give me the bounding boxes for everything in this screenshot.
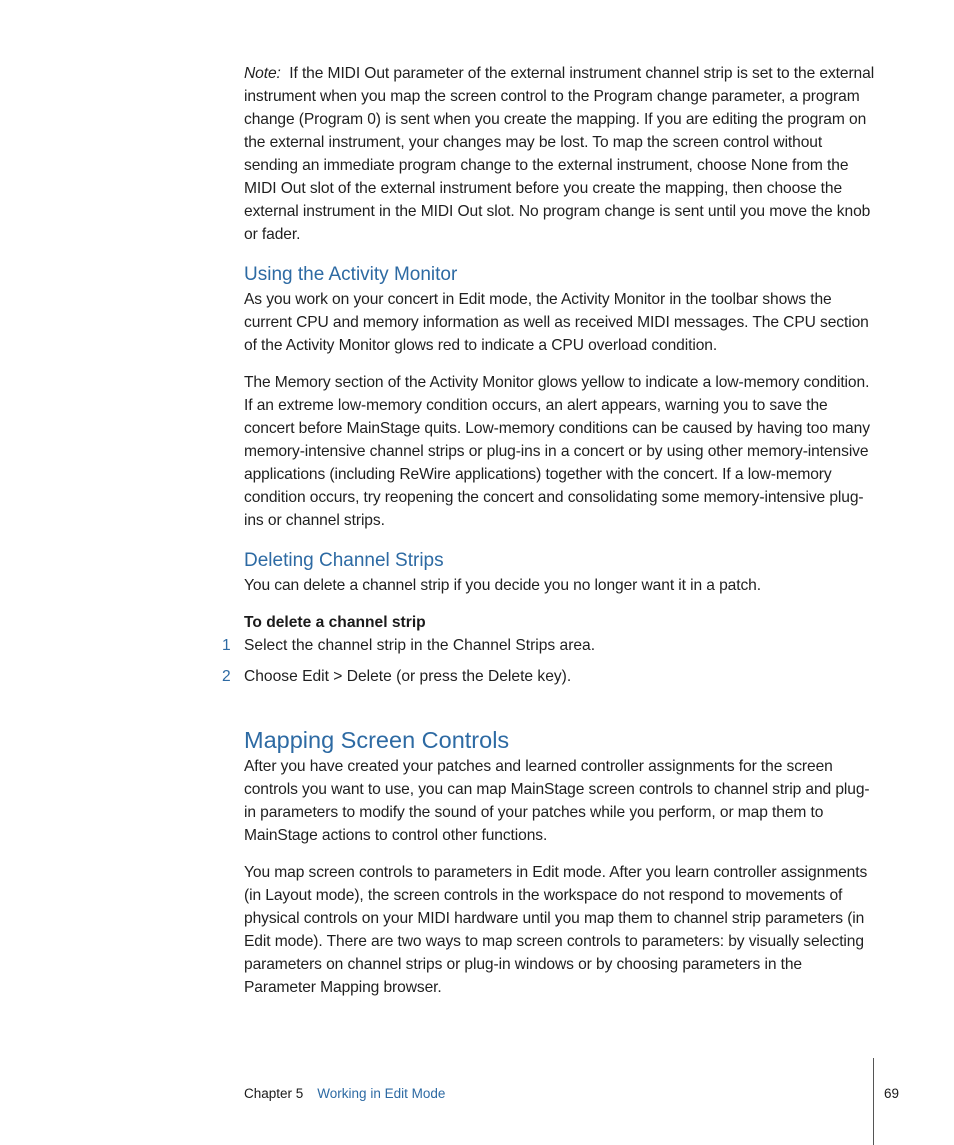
footer-chapter: Chapter 5: [244, 1086, 304, 1101]
note-text: If the MIDI Out parameter of the external instrument channel strip is set to the external instrument when you map the screen control to the Program change parameter, a program change (Program 0) is sent when you create the mapping. If you are editing the program on the external instrument, your changes may be lost. To map the screen control without sending an immediate program change to the external instrument, choose None from the MIDI Out slot of the external instrument before you create the mapping, then choose the external instrument in the MIDI Out slot. No program change is sent until you move the knob or fader.: [244, 65, 875, 243]
footer-section-link[interactable]: Working in Edit Mode: [317, 1086, 446, 1101]
note-label: Note:: [244, 65, 281, 82]
deleting-para: You can delete a channel strip if you decide you no longer want it in a patch.: [244, 577, 761, 594]
task-title: To delete a channel strip: [244, 614, 426, 631]
step-number: 1: [222, 637, 231, 654]
step-1: [222, 634, 882, 657]
section-activity-monitor: [244, 263, 876, 287]
activity-monitor-para-1: As you work on your concert in Edit mode, the Activity Monitor in the toolbar shows the current CPU and memory information as well as received MIDI messages. The CPU section of the Activity Monitor glows red to indicate a CPU overload condition.: [244, 291, 869, 354]
step-text: Choose Edit > Delete (or press the Delete key).: [244, 668, 572, 685]
section-mapping: [244, 725, 876, 755]
activity-monitor-para-2: The Memory section of the Activity Monitor glows yellow to indicate a low-memory condition. If an extreme low-memory condition occurs, an alert appears, warning you to save the concert before MainStage quits. Low-memory conditions can be caused by having too many memory-intensive channel strips or plug-ins in a concert or by using other memory-intensive applications (including ReWire applications) together with the concert. If a low-memory condition occurs, try reopening the concert and consolidating some memory-intensive plug-ins or channel strips.: [244, 374, 870, 529]
step-number: 2: [222, 668, 231, 685]
activity-monitor-para-1-wrap: [244, 288, 876, 357]
activity-monitor-para-2-wrap: [244, 371, 876, 532]
step-2: [222, 665, 882, 688]
mapping-para-1: After you have created your patches and learned controller assignments for the screen controls you want to use, you can map MainStage screen controls to channel strip and plug-in parameters to modify the sound of your patches while you perform, or map them to MainStage actions to control other functions.: [244, 758, 870, 844]
footer-divider: [873, 1058, 874, 1145]
step-text: Select the channel strip in the Channel Strips area.: [244, 637, 596, 654]
note-paragraph: [244, 62, 876, 246]
heading-mapping-screen-controls: Mapping Screen Controls: [244, 727, 510, 753]
page-footer: [244, 1086, 445, 1101]
page-number: 69: [884, 1086, 900, 1101]
deleting-para-wrap: [244, 574, 876, 597]
task-title-wrap: [244, 613, 876, 633]
section-deleting: [244, 549, 876, 573]
heading-activity-monitor: Using the Activity Monitor: [244, 264, 458, 285]
mapping-para-1-wrap: [244, 755, 876, 847]
heading-deleting-channel-strips: Deleting Channel Strips: [244, 550, 444, 571]
mapping-para-2: You map screen controls to parameters in Edit mode. After you learn controller assignments (in Layout mode), the screen controls in the workspace do not respond to movements of physical controls on your MIDI hardware until you map them to channel strip parameters (in Edit mode). There are two ways to map screen controls to parameters: by visually selecting parameters on channel strips or plug-in windows or by choosing parameters in the Parameter Mapping browser.: [244, 864, 868, 996]
mapping-para-2-wrap: [244, 861, 876, 999]
